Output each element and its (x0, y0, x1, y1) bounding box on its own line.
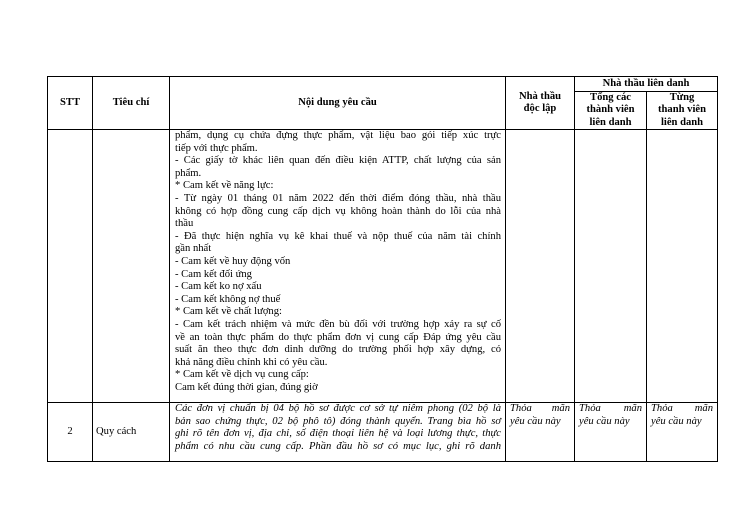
header-independent-contractor (506, 77, 575, 130)
header-criteria: Tiêu chí (93, 77, 170, 130)
table-row-quy-cach (48, 403, 718, 462)
cell-joint-total-empty (575, 130, 647, 403)
content-line: - Đã thực hiện nghĩa vụ kê khai thuế và nộp thuế của năm tài chính (175, 230, 501, 242)
content-line: - Cam kết trách nhiệm và mức đền bù đối với trường hợp xảy ra sự cố (175, 318, 501, 330)
content-line: về an toàn thực phẩm do thực phẩm đơn vị cung cấp Đáp ứng yêu cầu (175, 331, 501, 343)
content-line: - Từ ngày 01 tháng 01 năm 2022 đến thời điểm đóng thầu, nhà thầu (175, 192, 501, 204)
content-line: suất ăn theo thực đơn dinh dưỡng do trường phối hợp xây dựng, có (175, 344, 501, 356)
content-line: * Cam kết về chất lượng: (175, 306, 282, 318)
content-line: gần nhất (175, 243, 212, 255)
eval-line: Thỏa mãn (579, 403, 642, 414)
cell-eval-independent (506, 403, 575, 462)
content-line: - Cam kết về huy động vốn (175, 255, 291, 267)
header-joint-each-line-2: thanh viên (658, 104, 706, 116)
header-joint-total (575, 92, 647, 130)
header-joint-total-line-2: thành viên (586, 104, 635, 116)
content-line: * Cam kết về dịch vụ cung cấp: (175, 369, 309, 381)
header-joint-each-line-3: liên danh (660, 116, 704, 128)
content-line: ghi rõ tên đơn vị, địa chỉ, số điện thoại liên hệ và loại lương thực, thực (175, 428, 501, 440)
content-line: - Cam kết đối ứng (175, 268, 252, 280)
content-line: - Cam kết ko nợ xấu (175, 281, 262, 293)
header-stt: STT (48, 77, 93, 130)
cell-content-quy-cach (170, 403, 506, 462)
content-line: không có hợp đồng cung cấp dịch vụ không hoàn thành do lỗi của nhà (175, 205, 501, 217)
content-line: - Các giấy tờ khác liên quan đến điều kiện ATTP, chất lượng của sản (175, 155, 501, 167)
eval-line: Thỏa mãn (651, 403, 714, 414)
eval-line: yêu cầu này (651, 415, 702, 427)
content-line: phẩm. (175, 167, 202, 179)
eval-line: Thỏa mãn (510, 403, 570, 414)
header-row-1 (48, 77, 718, 92)
content-line: khả năng điều chỉnh khi có yêu cầu. (175, 356, 328, 368)
header-content: Nội dung yêu cầu (170, 77, 506, 130)
cell-content-continued (170, 130, 506, 403)
header-joint-total-line-3: liên danh (589, 116, 632, 128)
header-joint-total-line-1: Tổng các (590, 92, 631, 104)
cell-criteria: Quy cách (93, 403, 170, 462)
content-line: - Cam kết không nợ thuế (175, 293, 281, 305)
content-line: bản sao chứng thực, 02 bộ phô tô) đóng thành quyển. Trang bìa hồ sơ (175, 415, 501, 427)
cell-eval-joint-each (647, 403, 718, 462)
cell-eval-joint-total (575, 403, 647, 462)
cell-joint-each-empty (647, 130, 718, 403)
cell-stt-empty (48, 130, 93, 403)
header-joint-each-line-1: Từng (669, 92, 695, 104)
eval-line: yêu cầu này (510, 415, 561, 427)
header-joint-contractor: Nhà thầu liên danh (575, 77, 718, 92)
header-independent-line-1: Nhà thầu (518, 90, 562, 102)
header-independent-line-2: độc lập (523, 103, 557, 114)
content-line: phẩm có nhu cầu cung cấp. Phần đầu hồ sơ có mục lục, ghi rõ danh (175, 440, 501, 452)
content-line: thầu (175, 218, 194, 230)
content-line: Các đơn vị chuẩn bị 04 bộ hồ sơ được cơ sở tự niêm phong (02 bộ là (175, 403, 501, 414)
eval-line: yêu cầu này (579, 415, 630, 427)
content-line: phẩm, dụng cụ chứa đựng thực phẩm, vật liệu bao gói tiếp xúc trực (175, 130, 501, 141)
requirements-table (47, 76, 718, 462)
header-joint-each (647, 92, 718, 130)
cell-criteria-empty (93, 130, 170, 403)
content-line: * Cam kết về năng lực: (175, 180, 274, 192)
cell-stt: 2 (48, 403, 93, 462)
content-line: tiếp với thực phẩm. (175, 142, 258, 154)
cell-independent-empty (506, 130, 575, 403)
table-row-continued (48, 130, 718, 403)
content-line: Cam kết đúng thời gian, đúng giờ (175, 381, 318, 393)
